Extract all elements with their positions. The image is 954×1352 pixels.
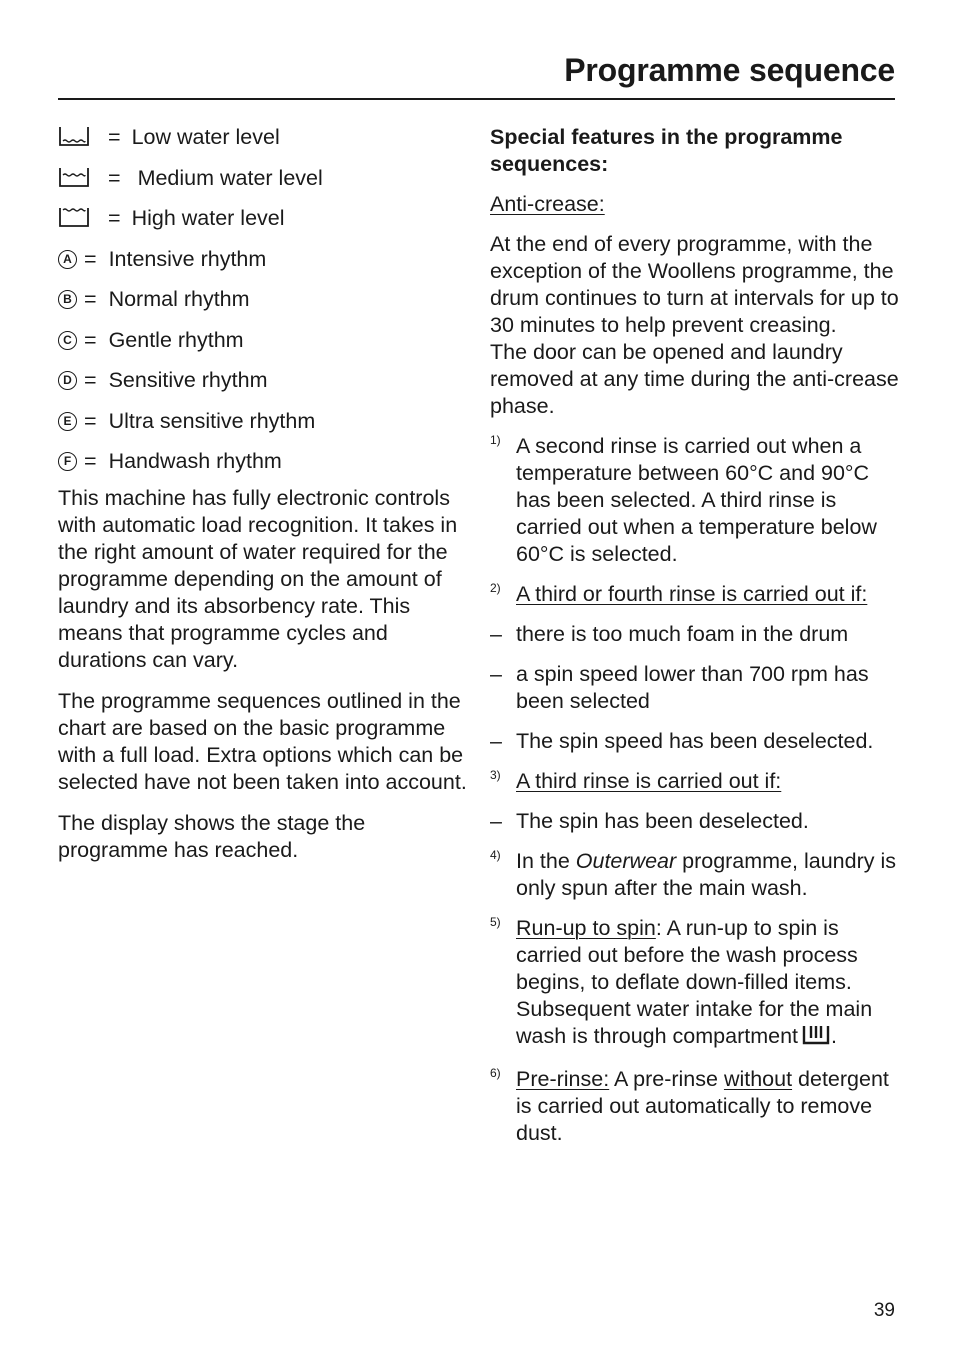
legend-equals: =: [108, 165, 121, 190]
footnote-text-b: detergent is carried out automatically to remove dust.: [516, 1067, 889, 1145]
dash-bullet: –: [490, 809, 502, 833]
legend-label-rhythm-c: Gentle rhythm: [108, 327, 244, 352]
footnote-text: A second rinse is carried out when a temperature between 60°C and 90°C has been selected. A third rinse is carried out when a temperature below 60°C is selected.: [516, 434, 877, 566]
legend-label-medium-water: Medium water level: [137, 165, 323, 190]
legend-label-rhythm-f: Handwash rhythm: [108, 449, 282, 473]
footnote-number: 6): [490, 1066, 501, 1080]
footnote-number: 3): [490, 768, 501, 782]
page-number: 39: [873, 1300, 895, 1321]
list-item: [490, 728, 900, 755]
footnote-6: [490, 1066, 900, 1147]
legend-label-rhythm-d: Sensitive rhythm: [108, 368, 268, 392]
rhythm-f-icon: F: [58, 452, 77, 471]
rhythm-e-icon: E: [58, 412, 77, 431]
list-item-text: there is too much foam in the drum: [516, 622, 849, 646]
footnote-end: .: [831, 1024, 838, 1048]
legend-equals: =: [84, 287, 97, 311]
without-emphasis: without: [723, 1067, 793, 1091]
list-item: [490, 808, 900, 835]
legend-equals: =: [108, 125, 121, 149]
legend-label-low-water: Low water level: [131, 125, 280, 149]
legend-row-high-water: [58, 201, 468, 242]
footnote-text: A third or fourth rinse is carried out if:: [516, 582, 868, 606]
footnote-text: : A run-up to spin is carried out before the wash process begins, to deflate down-filled items. Subsequent water intake for the main wash is through compartment: [516, 916, 873, 1048]
left-column: [58, 120, 468, 864]
footnote-number: 4): [490, 848, 501, 862]
legend-row-low-water: [58, 120, 468, 161]
footnote-3: [490, 768, 900, 795]
list-item-text: The spin has been deselected.: [516, 809, 809, 833]
legend-label-high-water: High water level: [131, 206, 285, 230]
footnote-number: 5): [490, 915, 501, 929]
footnote-text: A third rinse is carried out if:: [516, 769, 782, 793]
dash-bullet: –: [490, 662, 502, 686]
footnote-1: [490, 433, 900, 568]
anti-crease-label: Anti-crease:: [490, 192, 605, 216]
legend-equals: =: [84, 368, 97, 392]
high-water-level-icon: [58, 206, 92, 230]
run-up-to-spin-label: Run-up to spin: [516, 916, 656, 940]
legend-equals: =: [84, 408, 97, 433]
low-water-level-icon: [58, 125, 92, 149]
footnote-4: [490, 848, 900, 902]
main-wash-compartment-icon: [802, 1024, 830, 1053]
page-title: Programme sequence: [564, 52, 895, 88]
medium-water-level-icon: [58, 166, 92, 190]
legend-row-rhythm-d: [58, 363, 468, 404]
title-rule: [58, 98, 895, 100]
legend-row-rhythm-b: [58, 282, 468, 323]
outerwear-programme-name: Outerwear: [575, 849, 677, 873]
legend-equals: =: [84, 449, 97, 473]
list-item-text: The spin speed has been deselected.: [516, 729, 874, 753]
footnote-number: 2): [490, 581, 501, 595]
legend-row-medium-water: [58, 161, 468, 202]
intro-paragraph: This machine has fully electronic controls with automatic load recognition. It takes in the right amount of water required for the programme depending on the amount of laundry and its absorbency rate. This means that programme cycles and durations can vary.: [58, 485, 458, 672]
footnote-number: 1): [490, 433, 501, 447]
rhythm-a-icon: A: [58, 250, 77, 269]
footnote-5: [490, 915, 900, 1053]
dash-bullet: –: [490, 729, 502, 753]
list-item: [490, 621, 900, 648]
legend-row-rhythm-e: [58, 404, 468, 445]
pre-rinse-label: Pre-rinse:: [516, 1067, 610, 1091]
legend-row-rhythm-c: [58, 323, 468, 364]
special-features-heading: Special features in the programme sequences:: [490, 125, 843, 176]
legend-row-rhythm-f: [58, 444, 468, 485]
footnote-text-post: programme, laundry is only spun after the main wash.: [516, 849, 897, 900]
legend-label-rhythm-e: Ultra sensitive rhythm: [108, 408, 316, 433]
display-paragraph: The display shows the stage the programme has reached.: [58, 810, 366, 862]
legend-equals: =: [108, 206, 121, 230]
footnote-2: [490, 581, 900, 608]
legend-equals: =: [84, 327, 97, 352]
legend-label-rhythm-a: Intensive rhythm: [108, 246, 267, 271]
legend-equals: =: [84, 246, 97, 271]
footnote-text-pre: In the: [516, 849, 576, 873]
legend-label-rhythm-b: Normal rhythm: [108, 287, 250, 311]
list-item: [490, 661, 900, 715]
dash-bullet: –: [490, 622, 502, 646]
rhythm-c-icon: C: [58, 331, 77, 350]
chart-basis-paragraph: The programme sequences outlined in the chart are based on the basic programme with a full load. Extra options which can be selected have not been taken into account.: [58, 688, 467, 794]
footnote-text-a: A pre-rinse: [609, 1067, 724, 1091]
right-column: [490, 120, 900, 1147]
legend-row-rhythm-a: [58, 242, 468, 283]
anti-crease-door-text: The door can be opened and laundry removed at any time during the anti-crease phase.: [490, 340, 899, 418]
list-item-text: a spin speed lower than 700 rpm has been selected: [516, 662, 869, 713]
anti-crease-text: At the end of every programme, with the exception of the Woollens programme, the drum continues to turn at intervals for up to 30 minutes to help prevent creasing.: [490, 232, 899, 337]
rhythm-d-icon: D: [58, 371, 77, 390]
rhythm-b-icon: B: [58, 290, 77, 309]
